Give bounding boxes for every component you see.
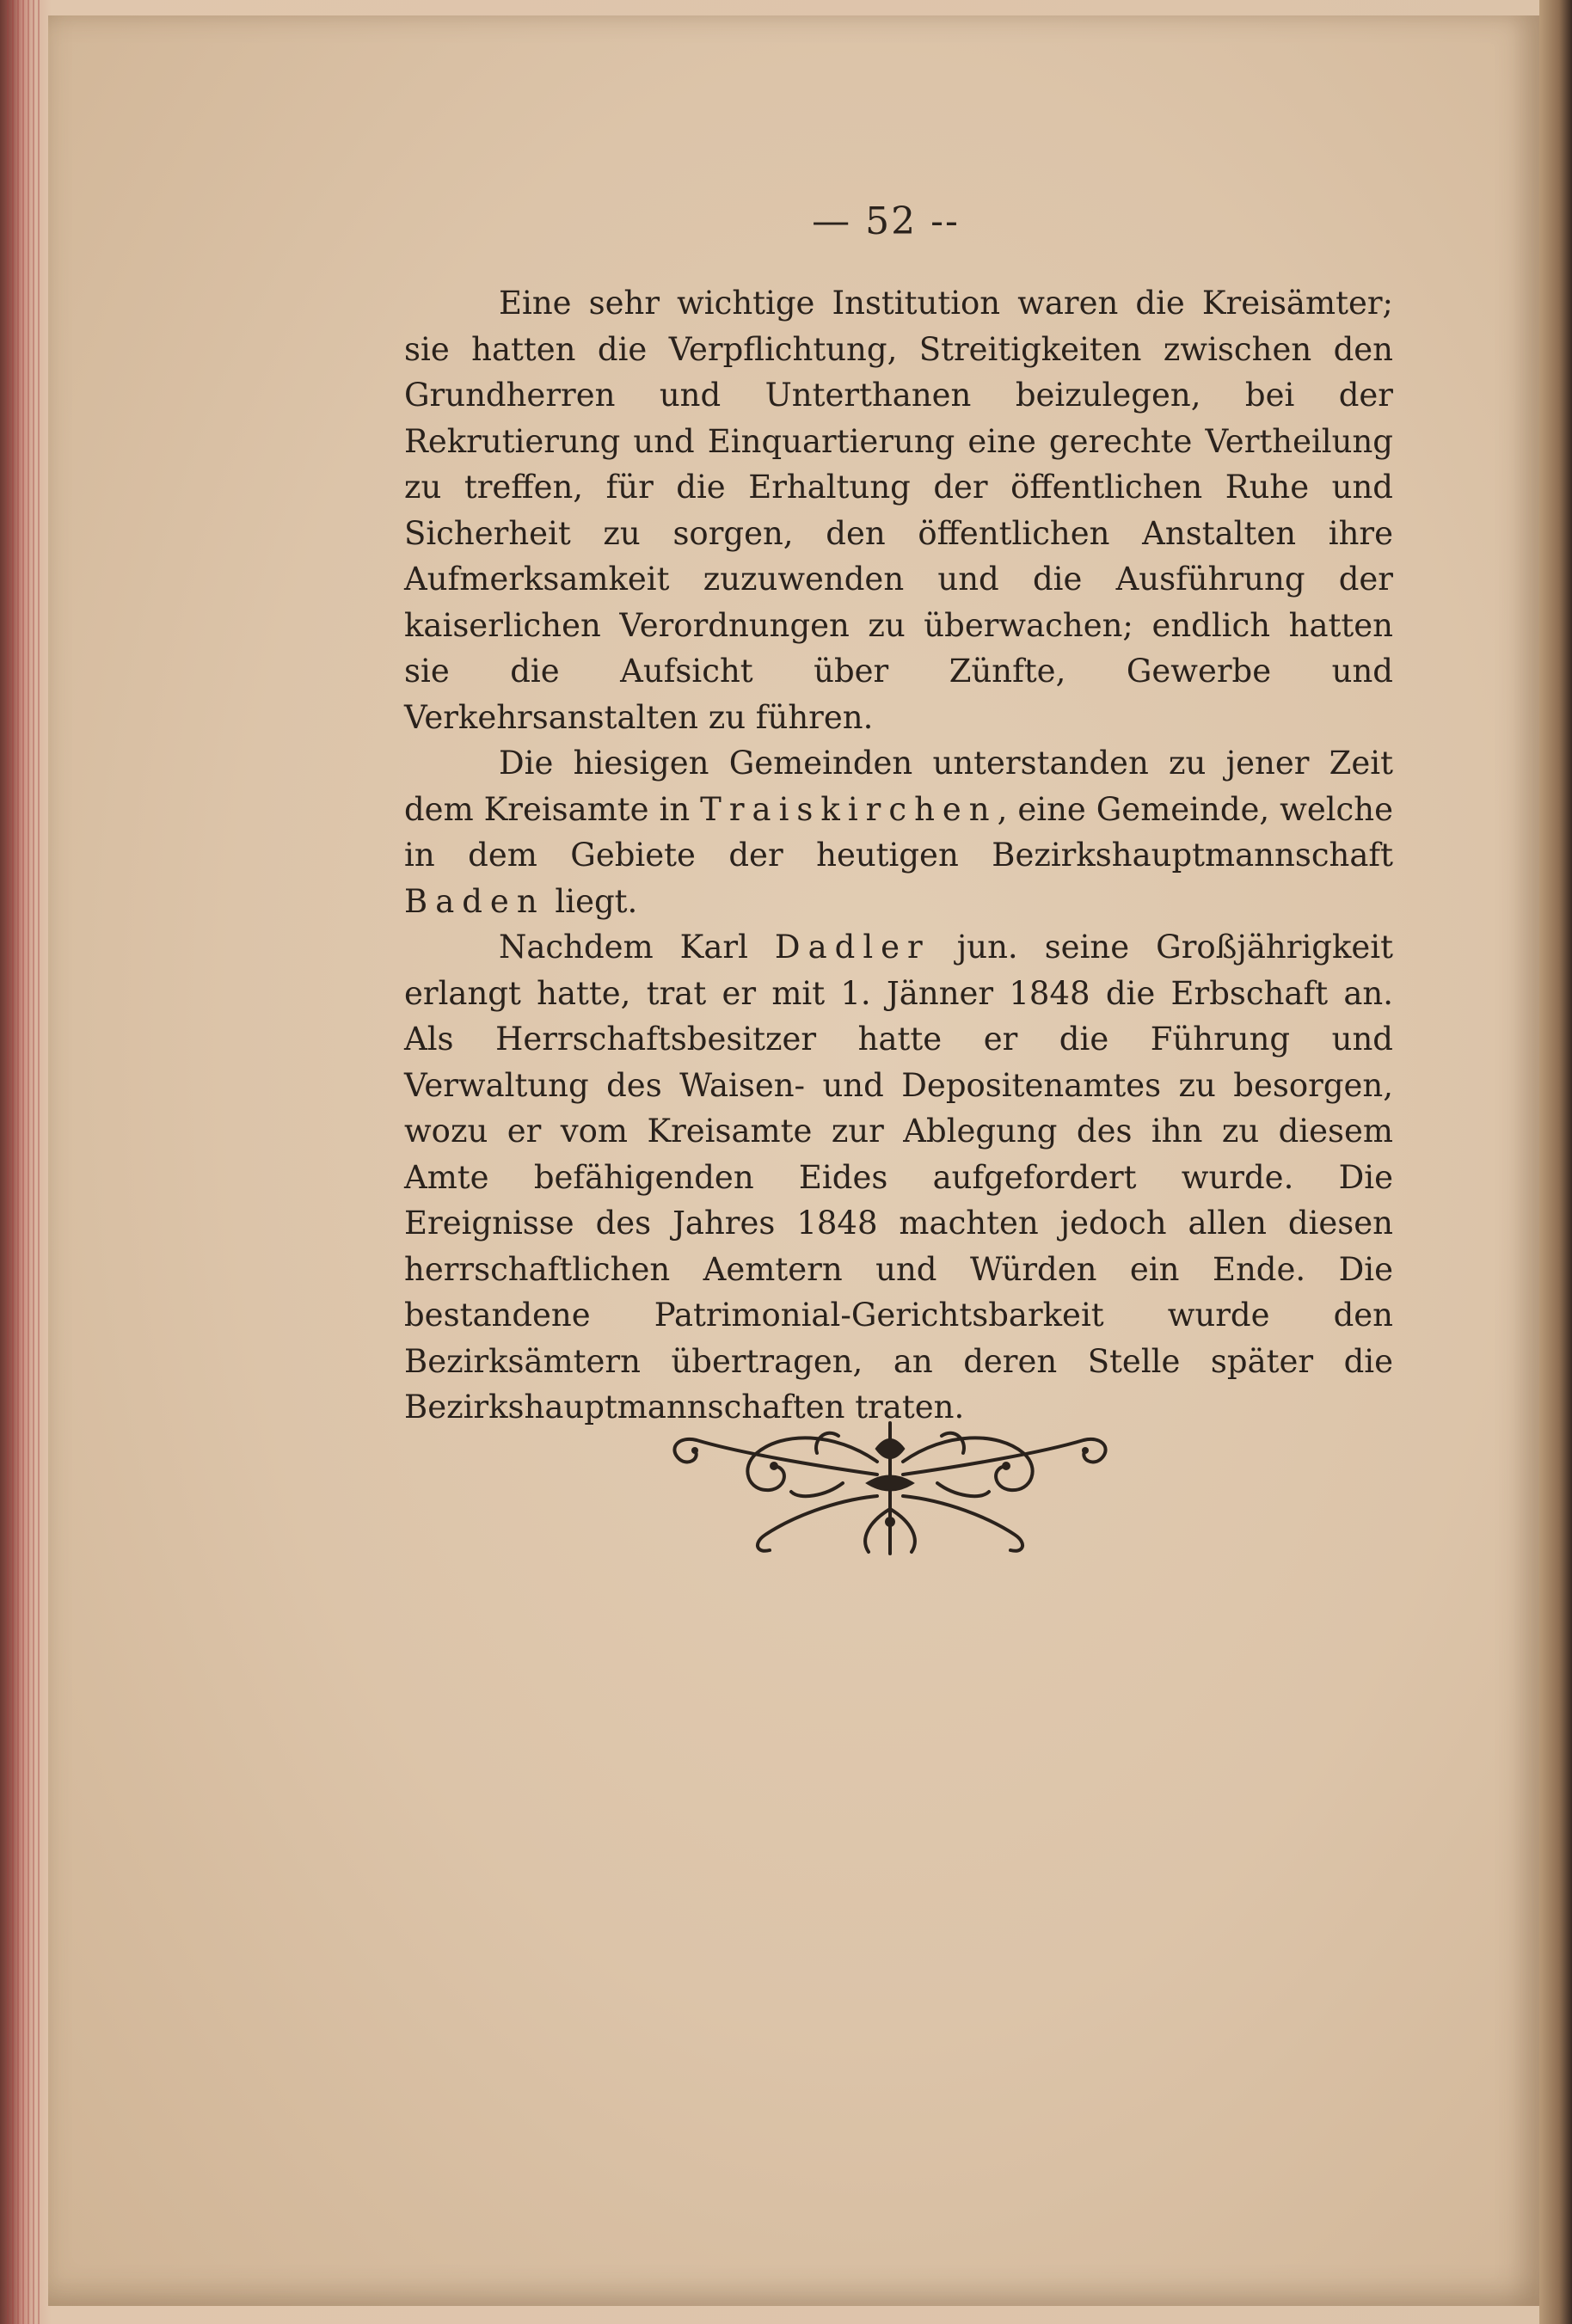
paragraph-2-text-c: liegt. <box>544 882 638 920</box>
paragraph-2-text-a: Die hiesigen Gemeinden unterstanden zu jener Zeit dem Kreisamte in <box>404 745 1393 828</box>
place-baden: Baden <box>404 882 545 920</box>
page-number: — 52 -- <box>812 199 960 243</box>
body-text <box>404 280 1393 1431</box>
place-traiskirchen: Traiskirchen <box>700 790 998 828</box>
floral-ornament-icon <box>662 1414 1118 1556</box>
name-dadler: Dadler <box>774 929 930 966</box>
paragraph-3-text-b: jun. seine Großjährigkeit erlangt hatte, trat er mit 1. Jänner 1848 die Erbschaft an. Als Herrschaftsbesitzer hatte er die Führung und Verwaltung des Waisen- und Depositenamtes zu besorgen, wozu er vom Kreisamte zur Ablegung des ihn zu diesem Amte befähigenden Eides aufgefordert wurde. Die Ereignisse des Jahres 1848 machten jedoch allen diesen herrschaftlichen Aemtern und Würden ein Ende. Die bestandene Patrimonial-Gerichtsbarkeit wurde den Bezirksämtern übertragen, an deren Stelle später die Bezirkshauptmannschaften traten. <box>404 929 1393 1426</box>
binding-edge <box>1539 0 1572 2324</box>
paragraph-3-text-a: Nachdem Karl <box>499 929 775 966</box>
paragraph-1: Eine sehr wichtige Institution waren die Kreisämter; sie hatten die Verpflichtung, Streitigkeiten zwischen den Grundherren und Unterthanen beizulegen, bei der Rekrutierung und Einquartierung eine gerechte Vertheilung zu treffen, für die Erhaltung der öffentlichen Ruhe und Sicherheit zu sorgen, den öffentlichen Anstalten ihre Aufmerksamkeit zuzuwenden und die Ausführung der kaiserlichen Verordnungen zu überwachen; endlich hatten sie die Aufsicht über Zünfte, Gewerbe und Verkehrsanstalten zu führen. <box>404 285 1393 736</box>
paragraph-2 <box>404 740 1393 924</box>
paragraph-2-text-b: , eine Gemeinde, welche in dem Gebiete der heutigen Bezirkshauptmannschaft <box>404 790 1393 874</box>
paragraph-3 <box>404 924 1393 1431</box>
page-stack-edge <box>7 0 43 2324</box>
